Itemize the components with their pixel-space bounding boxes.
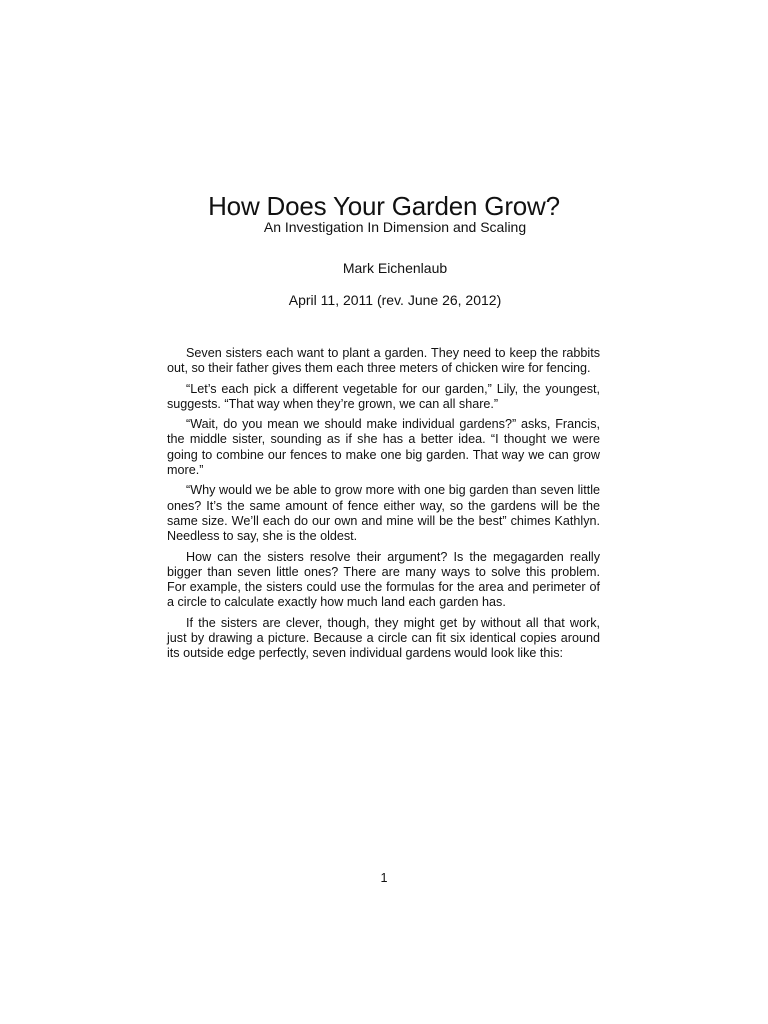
- paragraph: “Why would we be able to grow more with one big garden than seven little ones? It’s the same amount of fence either way, so the gardens will be the same size. We’ll each do our own and mine will be the best” chimes Kathlyn. Needless to say, she is the oldest.: [167, 483, 600, 544]
- document-date: April 11, 2011 (rev. June 26, 2012): [288, 292, 502, 308]
- document-title: How Does Your Garden Grow?: [208, 191, 560, 221]
- paragraph: “Let’s each pick a different vegetable for our garden,” Lily, the youngest, suggests. “That way when they’re grown, we can all share.”: [167, 381, 600, 411]
- page-number: 1: [380, 871, 388, 885]
- paragraph: How can the sisters resolve their argument? Is the megagarden really bigger than seven little ones? There are many ways to solve this problem. For example, the sisters could use the formulas for the area and perimeter of a circle to calculate exactly how much land each garden has.: [167, 549, 600, 610]
- paragraph: If the sisters are clever, though, they might get by without all that work, just by drawing a picture. Because a circle can fit six identical copies around its outside edge perfectly, seven individual gardens would look like this:: [167, 615, 600, 661]
- paragraph: Seven sisters each want to plant a garden. They need to keep the rabbits out, so their father gives them each three meters of chicken wire for fencing.: [167, 346, 600, 376]
- body-text: [167, 346, 600, 667]
- document-author: Mark Eichenlaub: [342, 260, 448, 276]
- document-subtitle: An Investigation In Dimension and Scaling: [263, 219, 527, 235]
- paragraph: “Wait, do you mean we should make individual gardens?” asks, Francis, the middle sister, sounding as if she has a better idea. “I thought we were going to combine our fences to make one big garden. That way we can grow more.”: [167, 417, 600, 478]
